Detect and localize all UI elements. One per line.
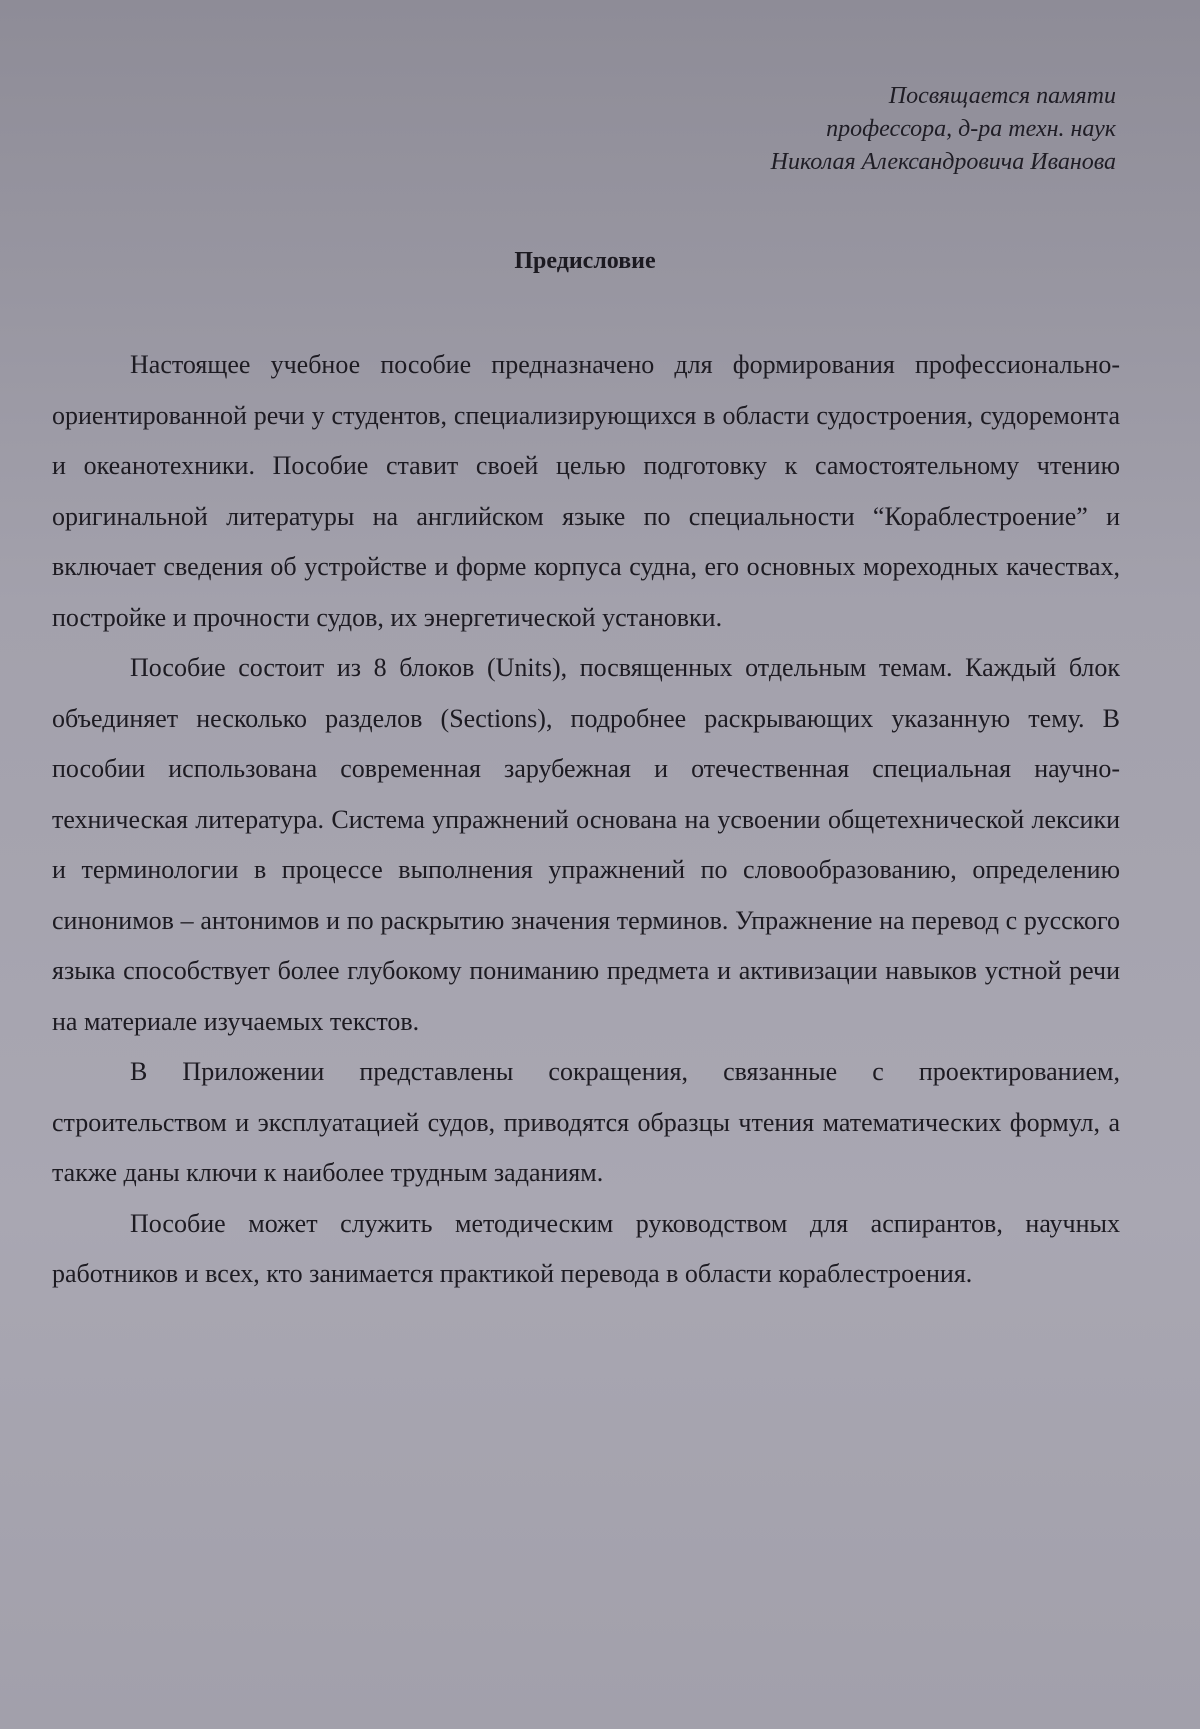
paragraph-1: Настоящее учебное пособие предназначено для формирования профессионально-ориентированной речи у студентов, специализирующихся в области судостроения, судоремонта и океанотехники. Пособие ставит своей целью подготовку к самостоятельному чтению оригинальной литературы на английском языке по специальности “Кораблестроение” и включает сведения об устройстве и форме корпуса судна, его основных мореходных качествах, постройке и прочности судов, их энергетической установки. <box>52 350 1120 632</box>
dedication-line-1: Посвящается памяти <box>888 83 1116 109</box>
preface-body <box>52 340 1120 1300</box>
page-title: Предисловие <box>514 248 656 274</box>
paragraph-3: В Приложении представлены сокращения, связанные с проектированием, строительством и эксплуатацией судов, приводятся образцы чтения математических формул, а также даны ключи к наиболее трудным заданиям. <box>52 1057 1120 1187</box>
paragraph-4: Пособие может служить методическим руководством для аспирантов, научных работников и всех, кто занимается практикой перевода в области кораблестроения. <box>52 1208 1120 1288</box>
dedication-line-3: Николая Александровича Иванова <box>770 149 1116 175</box>
paragraph-2: Пособие состоит из 8 блоков (Units), посвященных отдельным темам. Каждый блок объединяет несколько разделов (Sections), подробнее раскрывающих указанную тему. В пособии использована современная зарубежная и отечественная специальная научно-техническая литература. Система упражнений основана на усвоении общетехнической лексики и терминологии в процессе выполнения упражнений по словообразованию, определению синонимов – антонимов и по раскрытию значения терминов. Упражнение на перевод с русского языка способствует более глубокому пониманию предмета и активизации навыков устной речи на материале изучаемых текстов. <box>52 653 1120 1036</box>
dedication <box>771 80 1116 179</box>
dedication-line-2: профессора, д-ра техн. наук <box>826 116 1116 142</box>
